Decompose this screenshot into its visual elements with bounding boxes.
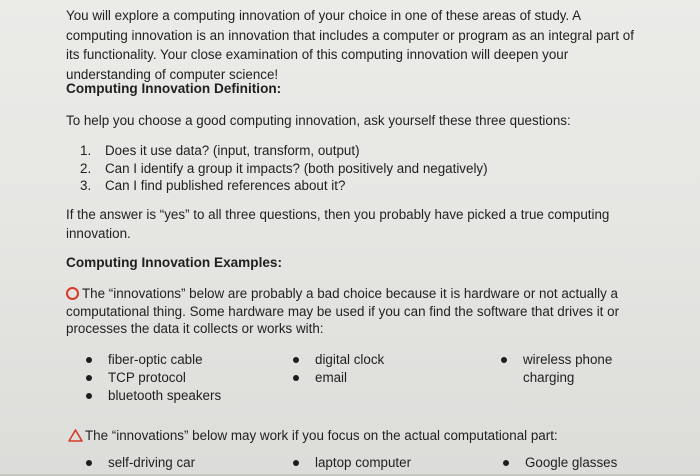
help-text: To help you choose a good computing innovation, ask yourself these three questions: (66, 113, 571, 128)
question-text: Can I find published references about it? (105, 178, 346, 193)
may-work-paragraph (68, 426, 558, 446)
bad-choice-paragraph (66, 285, 656, 338)
bullet-icon (86, 357, 92, 363)
bad-item (315, 369, 347, 387)
questions-list (80, 142, 488, 195)
good-item-label: Google glasses (525, 455, 618, 470)
may-work-text: The “innovations” below may work if you focus on the actual computational part: (85, 428, 558, 443)
bad-choice-line-2: computational thing. Some hardware may be used if you can find the software that drives it or (66, 303, 620, 319)
bad-item-label: charging (523, 370, 575, 385)
bullet-icon (293, 375, 299, 381)
bad-choice-line-3: processes the data it collects or works with: (66, 321, 324, 336)
bad-item (108, 351, 203, 369)
intro-line-4: understanding of computer science! (66, 66, 279, 82)
answer-line-1: If the answer is “yes” to all three questions, then you probably have picked a true computing (66, 207, 610, 222)
bad-item (108, 369, 186, 387)
question-number: 1. (80, 143, 92, 158)
question-text: Can I identify a group it impacts? (both positively and negatively) (105, 160, 488, 176)
bullet-icon (86, 375, 92, 381)
bad-item-continuation (523, 369, 574, 387)
bad-item-label: wireless phone (523, 352, 613, 367)
bad-item (523, 351, 612, 369)
good-item (315, 454, 411, 472)
bad-item (108, 387, 221, 405)
good-item (525, 454, 617, 472)
circle-outline-icon (66, 287, 79, 300)
question-number: 2. (80, 160, 92, 176)
bad-item-label: TCP protocol (108, 370, 186, 385)
bad-choice-line-1: The “innovations” below are probably a bad choice because it is hardware or not actually a (82, 286, 618, 301)
bad-item-label: bluetooth speakers (108, 388, 222, 403)
intro-paragraph (66, 6, 651, 84)
question-text: Does it use data? (input, transform, output) (105, 143, 360, 158)
definition-heading: Computing Innovation Definition: (66, 81, 282, 96)
answer-paragraph (66, 206, 636, 243)
bad-item (315, 351, 384, 369)
good-item-label: self-driving car (108, 455, 196, 470)
bullet-icon (501, 357, 507, 363)
intro-line-1: You will explore a computing innovation of your choice in one of these areas of study. A (66, 8, 582, 23)
bad-item-label: email (315, 370, 347, 385)
examples-heading: Computing Innovation Examples: (66, 255, 282, 270)
question-number: 3. (80, 178, 92, 193)
answer-line-2: innovation. (66, 225, 131, 241)
warning-triangle-icon (68, 429, 83, 442)
intro-line-3: its functionality. Your close examination of this computing innovation will deepen your (66, 47, 569, 63)
good-item-label: laptop computer (315, 455, 412, 470)
question-item (80, 177, 488, 195)
question-item (80, 160, 488, 178)
bad-item-label: fiber-optic cable (108, 352, 203, 367)
good-item (108, 454, 195, 472)
question-item (80, 142, 488, 160)
bullet-icon (86, 393, 92, 399)
bullet-icon (293, 357, 299, 363)
intro-line-2: computing innovation is an innovation that includes a computer or program as an integral part of (66, 27, 634, 43)
bullet-icon (293, 460, 299, 466)
bullet-icon (86, 460, 92, 466)
bad-item-label: digital clock (315, 352, 385, 367)
bullet-icon (503, 460, 509, 466)
